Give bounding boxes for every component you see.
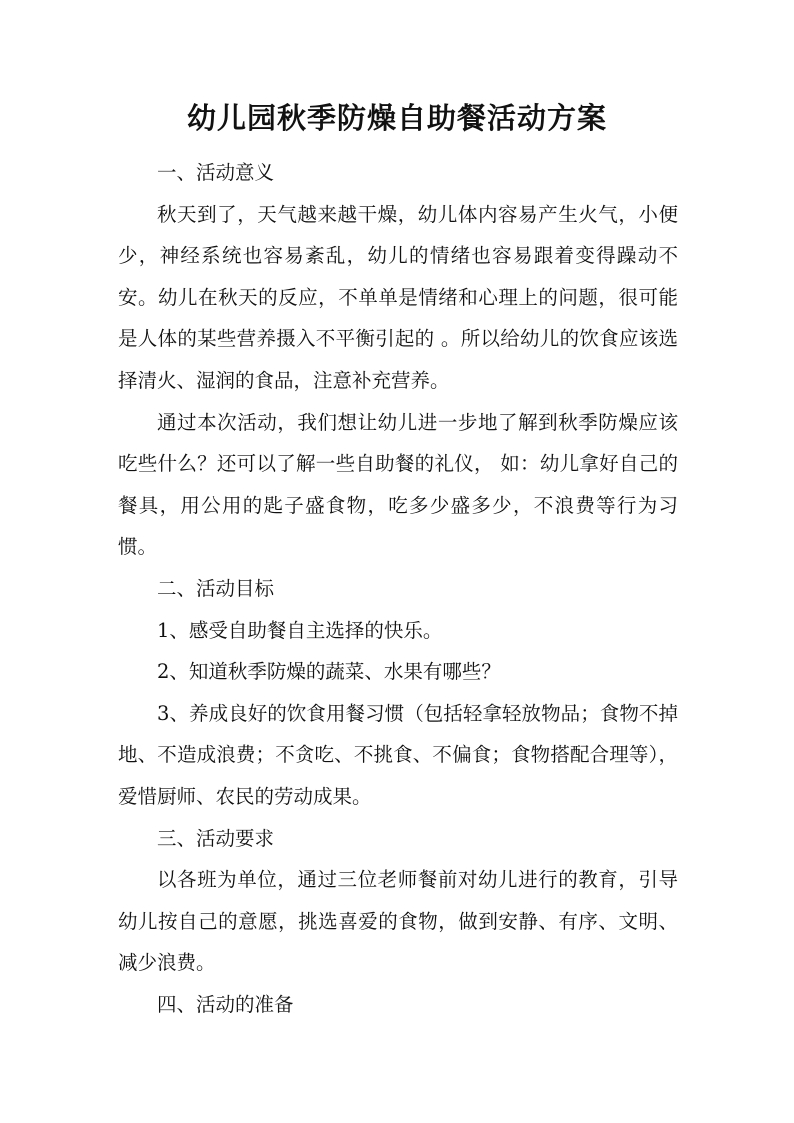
section-1-paragraph-2: 通过本次活动，我们想让幼儿进一步地了解到秋季防燥应该吃些什么？还可以了解一些自助餐的礼仪， 如：幼儿拿好自己的餐具，用公用的匙子盛食物，吃多少盛多少，不浪费等行为习惯。 <box>118 410 678 559</box>
section-heading-1: 一、活动意义 <box>157 161 275 184</box>
section-heading-2: 二、活动目标 <box>157 576 275 600</box>
document-body <box>118 152 678 1025</box>
section-3-paragraph-1: 以各班为单位，通过三位老师餐前对幼儿进行的教育，引导幼儿按自己的意愿，挑选喜爱的食物，做到安静、有序、文明、减少浪费。 <box>118 868 678 975</box>
section-2-item-2: 2、知道秋季防燥的蔬菜、水果有哪些？ <box>157 660 501 684</box>
section-1-paragraph-1: 秋天到了，天气越来越干燥，幼儿体内容易产生火气，小便少，神经系统也容易紊乱，幼儿的情绪也容易跟着变得躁动不安。幼儿在秋天的反应，不单单是情绪和心理上的问题，很可能是人体的某些营养摄入不平衡引起的 。所以给幼儿的饮食应该选择清火、湿润的食品，注意补充营养。 <box>118 202 678 392</box>
section-2-item-3: 3、养成良好的饮食用餐习惯（包括轻拿轻放物品；食物不掉地、不造成浪费；不贪吃、不挑食、不偏食；食物搭配合理等），爱惜厨师、农民的劳动成果。 <box>118 701 678 808</box>
section-heading-4: 四、活动的准备 <box>157 992 294 1016</box>
section-2-item-1: 1、感受自助餐自主选择的快乐。 <box>157 618 443 642</box>
section-heading-3: 三、活动要求 <box>157 826 275 850</box>
document-title: 幼儿园秋季防燥自助餐活动方案 <box>186 101 607 135</box>
